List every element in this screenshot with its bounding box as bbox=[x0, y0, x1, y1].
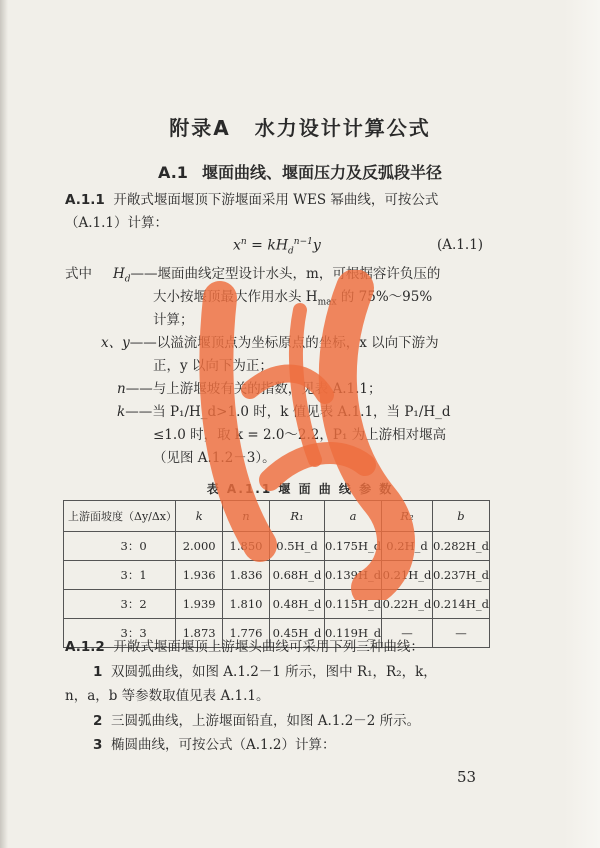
hd-sub: d bbox=[124, 274, 131, 285]
eq-x: x bbox=[233, 237, 241, 254]
table-cell: 0.175H_d bbox=[325, 532, 382, 561]
clause-a12 bbox=[65, 636, 424, 658]
def-hd-line3: 计算； bbox=[153, 312, 194, 328]
equation-a11 bbox=[233, 237, 321, 256]
def-n bbox=[117, 378, 382, 400]
item-number: 2 bbox=[93, 713, 103, 729]
eq-exp: n−1 bbox=[293, 237, 313, 247]
table-cell: — bbox=[382, 619, 433, 648]
table-cell: 0.5H_d bbox=[269, 532, 324, 561]
item-number: 3 bbox=[93, 737, 103, 753]
header-slope: 上游面坡度（Δy/Δx） bbox=[64, 501, 176, 532]
where-label: 式中 bbox=[65, 266, 92, 282]
hd-symbol: H bbox=[113, 266, 125, 282]
item1-line1 bbox=[93, 661, 437, 683]
xy-desc: ——以溢流堰顶点为坐标原点的坐标，x 以向下游为 bbox=[129, 335, 439, 351]
table-cell: 3：2 bbox=[64, 590, 176, 619]
table-cell: 0.21H_d bbox=[382, 561, 433, 590]
section-title: 堰面曲线、堰面压力及反弧段半径 bbox=[201, 163, 442, 182]
table-cell: 1.776 bbox=[223, 619, 270, 648]
table-cell: 1.936 bbox=[176, 561, 223, 590]
hd-desc2-tail: 的 75%～95% bbox=[336, 289, 433, 305]
table-cell: 1.873 bbox=[176, 619, 223, 648]
header-r1: R₁ bbox=[269, 501, 324, 532]
table-row bbox=[64, 561, 490, 590]
header-b: b bbox=[432, 501, 489, 532]
eq-x-exp: n bbox=[240, 237, 247, 247]
table-cell: 0.48H_d bbox=[269, 590, 324, 619]
clause-text: 开敞式堰面堰顶上游堰头曲线可采用下列三种曲线： bbox=[113, 639, 424, 655]
xy-symbol: x、y bbox=[101, 335, 130, 351]
page-number: 53 bbox=[457, 768, 477, 786]
table-row bbox=[64, 532, 490, 561]
table-title: 表 A.1.1 堰 面 曲 线 参 数 bbox=[206, 482, 394, 496]
table-row bbox=[64, 590, 490, 619]
appendix-label: 附录A bbox=[169, 116, 231, 140]
table-cell: 3：0 bbox=[64, 532, 176, 561]
n-symbol: n bbox=[117, 381, 126, 397]
header-k: k bbox=[176, 501, 223, 532]
table-cell: — bbox=[432, 619, 489, 648]
eq-y: y bbox=[312, 237, 321, 254]
k-symbol: k bbox=[117, 404, 126, 420]
table-cell: 0.45H_d bbox=[269, 619, 324, 648]
item-text: 三圆弧曲线，上游堰面铅直，如图 A.1.2－2 所示。 bbox=[111, 713, 421, 729]
table-cell: 0.237H_d bbox=[432, 561, 489, 590]
header-n: n bbox=[223, 501, 270, 532]
table-cell: 0.115H_d bbox=[325, 590, 382, 619]
table-cell: 0.214H_d bbox=[432, 590, 489, 619]
table-header-row bbox=[64, 501, 490, 532]
table-cell: 1.939 bbox=[176, 590, 223, 619]
section-number: A.1 bbox=[158, 163, 188, 182]
table-cell: 0.22H_d bbox=[382, 590, 433, 619]
eq-k: = kH bbox=[246, 237, 289, 254]
clause-a11-line1 bbox=[65, 189, 438, 211]
hd-desc2: 大小按堰顶最大作用水头 H bbox=[153, 289, 318, 305]
def-k-line3: （见图 A.1.2－3）。 bbox=[153, 450, 276, 466]
table-cell: 0.119H_d bbox=[325, 619, 382, 648]
table-cell: 3：3 bbox=[64, 619, 176, 648]
table-cell: 0.282H_d bbox=[432, 532, 489, 561]
item-number: 1 bbox=[93, 664, 103, 680]
item1-line2: n，a，b 等参数取值见表 A.1.1。 bbox=[65, 688, 270, 704]
header-a: a bbox=[325, 501, 382, 532]
item3 bbox=[93, 734, 336, 756]
clause-number: A.1.2 bbox=[65, 639, 105, 655]
clause-a11-line2: （A.1.1）计算： bbox=[65, 215, 169, 231]
appendix-heading: 水力设计计算公式 bbox=[254, 116, 431, 140]
hmax-sub: max bbox=[317, 297, 337, 308]
def-hd-line2 bbox=[153, 286, 432, 314]
equation-number: (A.1.1) bbox=[437, 237, 484, 253]
def-xy-line1 bbox=[101, 332, 439, 354]
clause-number: A.1.1 bbox=[65, 192, 105, 208]
table-cell: 0.2H_d bbox=[382, 532, 433, 561]
n-desc: ——与上游堰坡有关的指数，见表 A.1.1； bbox=[125, 381, 382, 397]
appendix-title bbox=[0, 112, 600, 141]
clause-text: 开敞式堰面堰顶下游堰面采用 WES 幂曲线，可按公式 bbox=[113, 192, 439, 208]
weir-curve-parameter-table bbox=[63, 500, 490, 648]
table-cell: 2.000 bbox=[176, 532, 223, 561]
eq-d-sub: d bbox=[288, 246, 294, 257]
table-cell: 1.810 bbox=[223, 590, 270, 619]
table-cell: 3：1 bbox=[64, 561, 176, 590]
table-cell: 0.139H_d bbox=[325, 561, 382, 590]
item-text: 椭圆曲线，可按公式（A.1.2）计算： bbox=[111, 737, 336, 753]
def-k-line1 bbox=[117, 401, 451, 423]
item2 bbox=[93, 710, 420, 732]
table-cell: 1.850 bbox=[223, 532, 270, 561]
def-xy-line2: 正，y 以向下为正； bbox=[153, 358, 273, 374]
section-heading bbox=[0, 160, 600, 183]
hd-desc: ——堰面曲线定型设计水头，m，可根据容许负压的 bbox=[130, 266, 441, 282]
def-k-line2: ≤1.0 时，取 k = 2.0～2.2，P₁ 为上游相对堰高 bbox=[153, 427, 447, 443]
table-cell: 1.836 bbox=[223, 561, 270, 590]
k-desc: ——当 P₁/H_d>1.0 时，k 值见表 A.1.1，当 P₁/H_d bbox=[125, 404, 451, 420]
item-text: 双圆弧曲线，如图 A.1.2－1 所示，图中 R₁，R₂，k， bbox=[111, 664, 437, 680]
header-r2: R₂ bbox=[382, 501, 433, 532]
table-cell: 0.68H_d bbox=[269, 561, 324, 590]
